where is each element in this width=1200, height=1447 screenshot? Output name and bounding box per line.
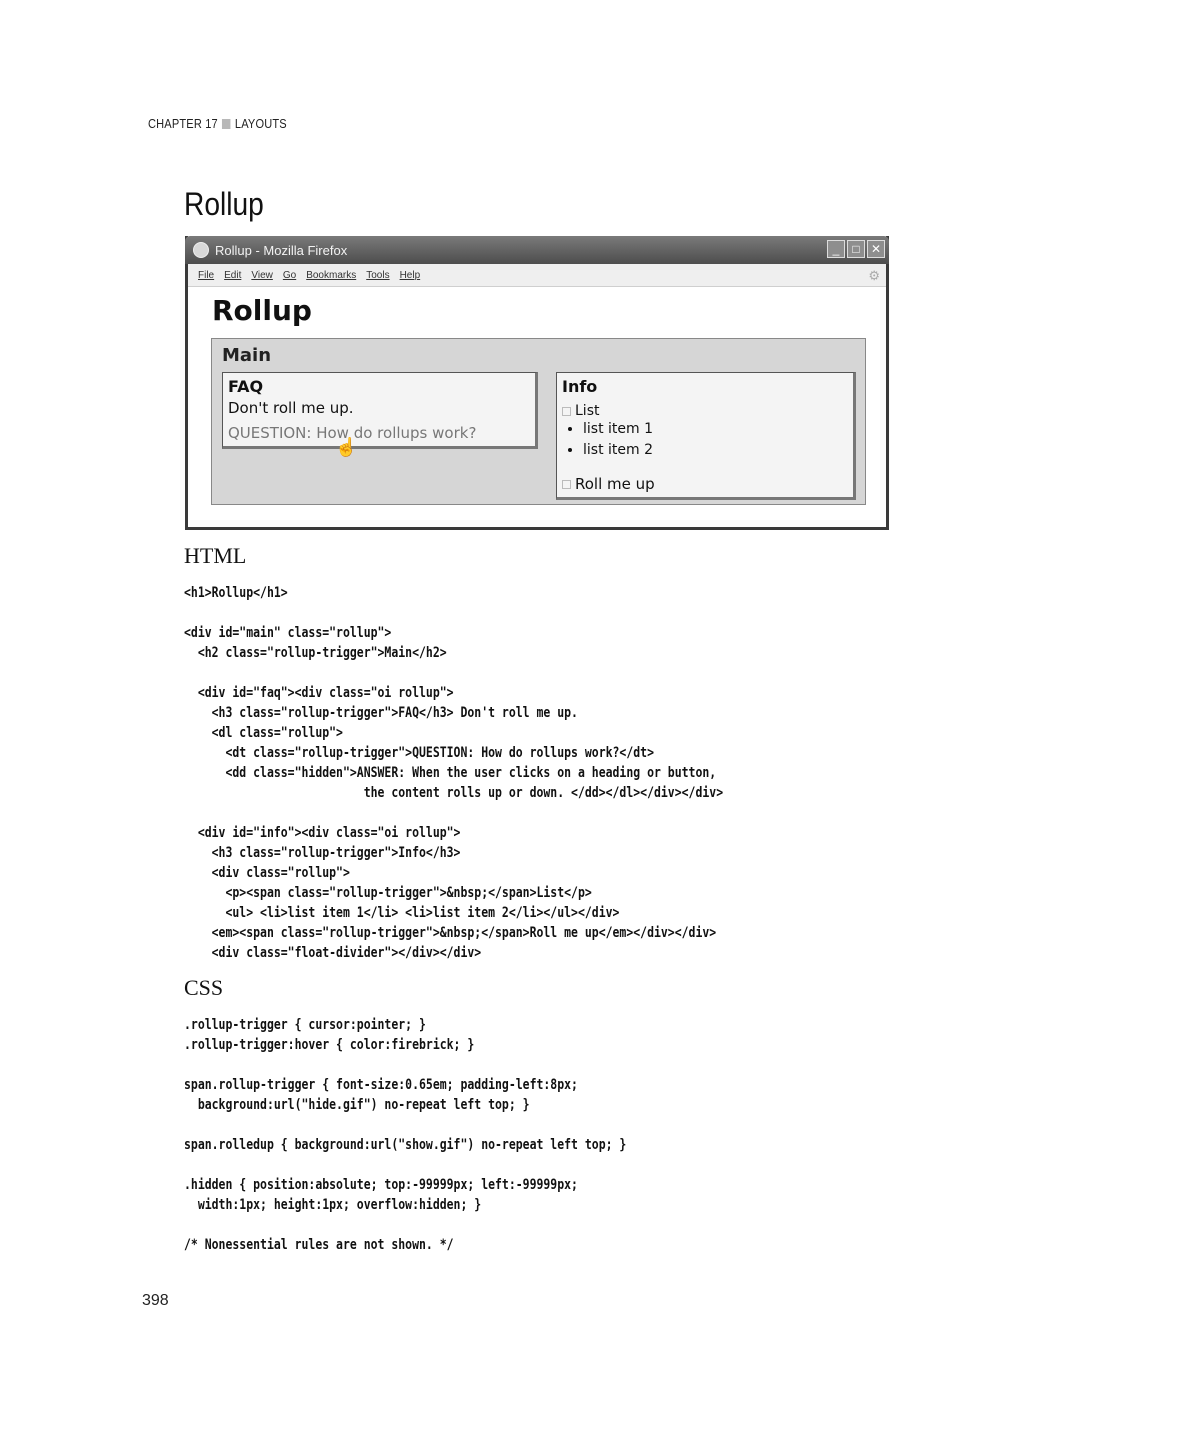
browser-screenshot <box>185 236 889 530</box>
info-heading[interactable]: Info <box>562 377 598 396</box>
close-icon[interactable]: ✕ <box>867 240 885 258</box>
chapter-label: CHAPTER 17 <box>148 116 218 131</box>
browser-titlebar <box>185 236 889 264</box>
info-list <box>567 419 653 461</box>
square-bullet-icon <box>222 119 231 129</box>
collapse-icon[interactable] <box>562 407 571 416</box>
chapter-topic: LAYOUTS <box>234 116 287 131</box>
menu-help[interactable]: Help <box>399 269 421 281</box>
faq-heading[interactable]: FAQ <box>228 377 264 396</box>
list-item: • list item 2 <box>583 440 653 461</box>
menu-view[interactable]: View <box>251 269 273 281</box>
faq-box <box>222 372 538 457</box>
hand-cursor-icon: ☝ <box>335 437 358 457</box>
list-label: List <box>575 403 600 419</box>
throbber-icon: ⚙ <box>868 268 880 283</box>
collapse-icon[interactable] <box>562 480 571 489</box>
menu-edit[interactable]: Edit <box>224 269 242 281</box>
window-title: Rollup - Mozilla Firefox <box>215 242 348 258</box>
faq-question[interactable]: QUESTION: How do rollups work? <box>228 424 477 442</box>
roll-label: Roll me up <box>575 475 655 493</box>
running-header <box>148 116 287 131</box>
list-item: • list item 1 <box>583 419 653 440</box>
main-rollup <box>211 338 866 505</box>
section-title: Rollup <box>184 186 264 222</box>
menu-file[interactable]: File <box>198 269 215 281</box>
page-heading: Rollup <box>212 294 312 327</box>
html-code-listing: <h1>Rollup</h1> <div id="main" class="rollup"> <h2 class="rollup-trigger">Main</h2> <div id="faq"><div class="oi rollup"> <h3 class="rollup-trigger">FAQ</h3> Don't roll me up. <dl class="rollup"> <dt class="rollup-trigger">QUESTION: How do rollups work?</dt> <dd class="hidden">ANSWER: When the user clicks on a heading or button, the content rolls up or down. </dd></dl></div></div> <div id="info"><div class="oi rollup"> <h3 class="rollup-trigger">Info</h3> <div class="rollup"> <p><span class="rollup-trigger">&nbsp;</span>List</p> <ul> <li>list item 1</li> <li>list item 2</li></ul></div> <em><span class="rollup-trigger">&nbsp;</span>Roll me up</em></div></div> <div class="float-divider"></div></div> <box>184 585 724 961</box>
menu-bar <box>188 264 886 287</box>
maximize-icon[interactable]: □ <box>847 240 865 258</box>
list-toggle[interactable] <box>562 403 599 419</box>
main-heading[interactable]: Main <box>222 345 272 366</box>
menu-tools[interactable]: Tools <box>366 269 390 281</box>
roll-toggle[interactable] <box>562 475 655 493</box>
minimize-icon[interactable]: _ <box>827 240 845 258</box>
info-box <box>556 372 856 500</box>
html-subheading: HTML <box>184 543 247 568</box>
faq-text: Don't roll me up. <box>228 399 354 417</box>
menu-go[interactable]: Go <box>282 269 297 281</box>
css-subheading: CSS <box>184 975 224 1000</box>
page-number: 398 <box>142 1292 169 1309</box>
css-code-listing: .rollup-trigger { cursor:pointer; } .rollup-trigger:hover { color:firebrick; } span.rollup-trigger { font-size:0.65em; padding-left:8px; background:url("hide.gif") no-repeat left top; } span.rolledup { background:url("show.gif") no-repeat left top; } .hidden { position:absolute; top:-99999px; left:-99999px; width:1px; height:1px; overflow:hidden; } /* Nonessential rules are not shown. */ <box>184 1017 627 1253</box>
window-controls <box>827 240 885 258</box>
firefox-icon <box>193 242 209 258</box>
menu-bookmarks[interactable]: Bookmarks <box>306 269 357 281</box>
